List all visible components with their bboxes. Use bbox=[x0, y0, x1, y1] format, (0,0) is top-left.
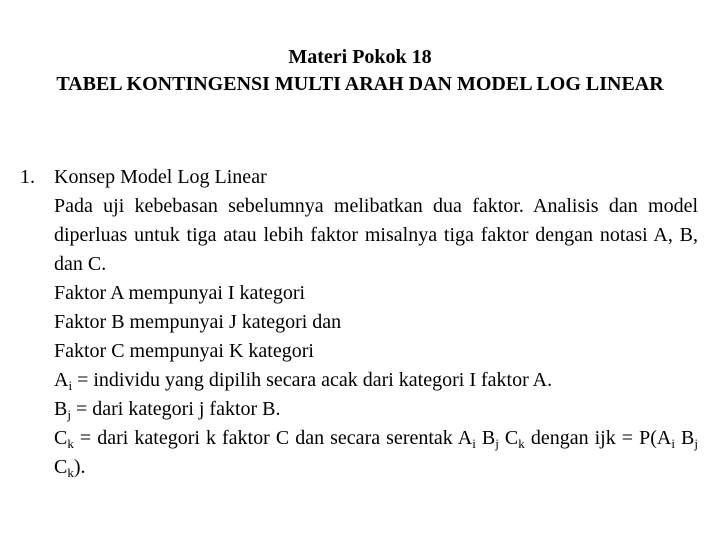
def-b-symbol: B bbox=[54, 398, 68, 420]
section-1 bbox=[20, 163, 698, 482]
def-c-subscript: k bbox=[67, 436, 74, 451]
def-c-end: ). bbox=[73, 456, 86, 478]
def-a-text: = individu yang dipilih secara acak dari kategori I faktor A. bbox=[72, 369, 553, 391]
def-c-b: B bbox=[475, 427, 496, 449]
def-c-text-2: dengan ijk = P( bbox=[524, 427, 657, 449]
def-c-p-a: A bbox=[656, 427, 672, 449]
def-c-a-sub: i bbox=[472, 436, 476, 451]
title-line-1: Materi Pokok 18 bbox=[288, 46, 432, 68]
def-c-p-b-sub: j bbox=[694, 436, 699, 451]
section-body bbox=[54, 163, 698, 482]
def-c-text-1: = dari kategori k faktor C dan secara serentak bbox=[73, 427, 458, 449]
def-c-p-c: C bbox=[54, 456, 68, 478]
def-b-subscript: j bbox=[67, 407, 71, 422]
definition-b bbox=[54, 395, 698, 424]
factor-c-line: Faktor C mempunyai K kategori bbox=[54, 340, 314, 362]
def-b-text: = dari kategori j faktor B. bbox=[70, 398, 281, 420]
factor-b-line: Faktor B mempunyai J kategori dan bbox=[54, 311, 342, 333]
def-c-p-c-sub: k bbox=[67, 465, 74, 480]
def-c-c-sub: k bbox=[518, 436, 525, 451]
def-c-c: C bbox=[498, 427, 519, 449]
def-c-symbol: C bbox=[54, 427, 68, 449]
title-line-2: TABEL KONTINGENSI MULTI ARAH DAN MODEL LOG LINEAR bbox=[56, 73, 664, 95]
section-number: 1. bbox=[20, 166, 35, 188]
definition-a bbox=[54, 366, 698, 395]
intro-paragraph: Pada uji kebebasan sebelumnya melibatkan dua faktor. Analisis dan model diperluas untuk tiga atau lebih faktor misalnya tiga faktor dengan notasi A, B, dan C. bbox=[54, 195, 698, 275]
def-c-p-b: B bbox=[675, 427, 695, 449]
section-heading: Konsep Model Log Linear bbox=[54, 166, 267, 188]
factor-a-line: Faktor A mempunyai I kategori bbox=[54, 282, 306, 304]
def-a-symbol: A bbox=[54, 369, 69, 391]
slide-title bbox=[30, 44, 690, 98]
def-a-subscript: i bbox=[68, 378, 73, 393]
def-c-p-a-sub: i bbox=[671, 436, 675, 451]
def-c-a: A bbox=[457, 427, 473, 449]
def-c-b-sub: j bbox=[495, 436, 499, 451]
definition-c bbox=[54, 424, 698, 482]
